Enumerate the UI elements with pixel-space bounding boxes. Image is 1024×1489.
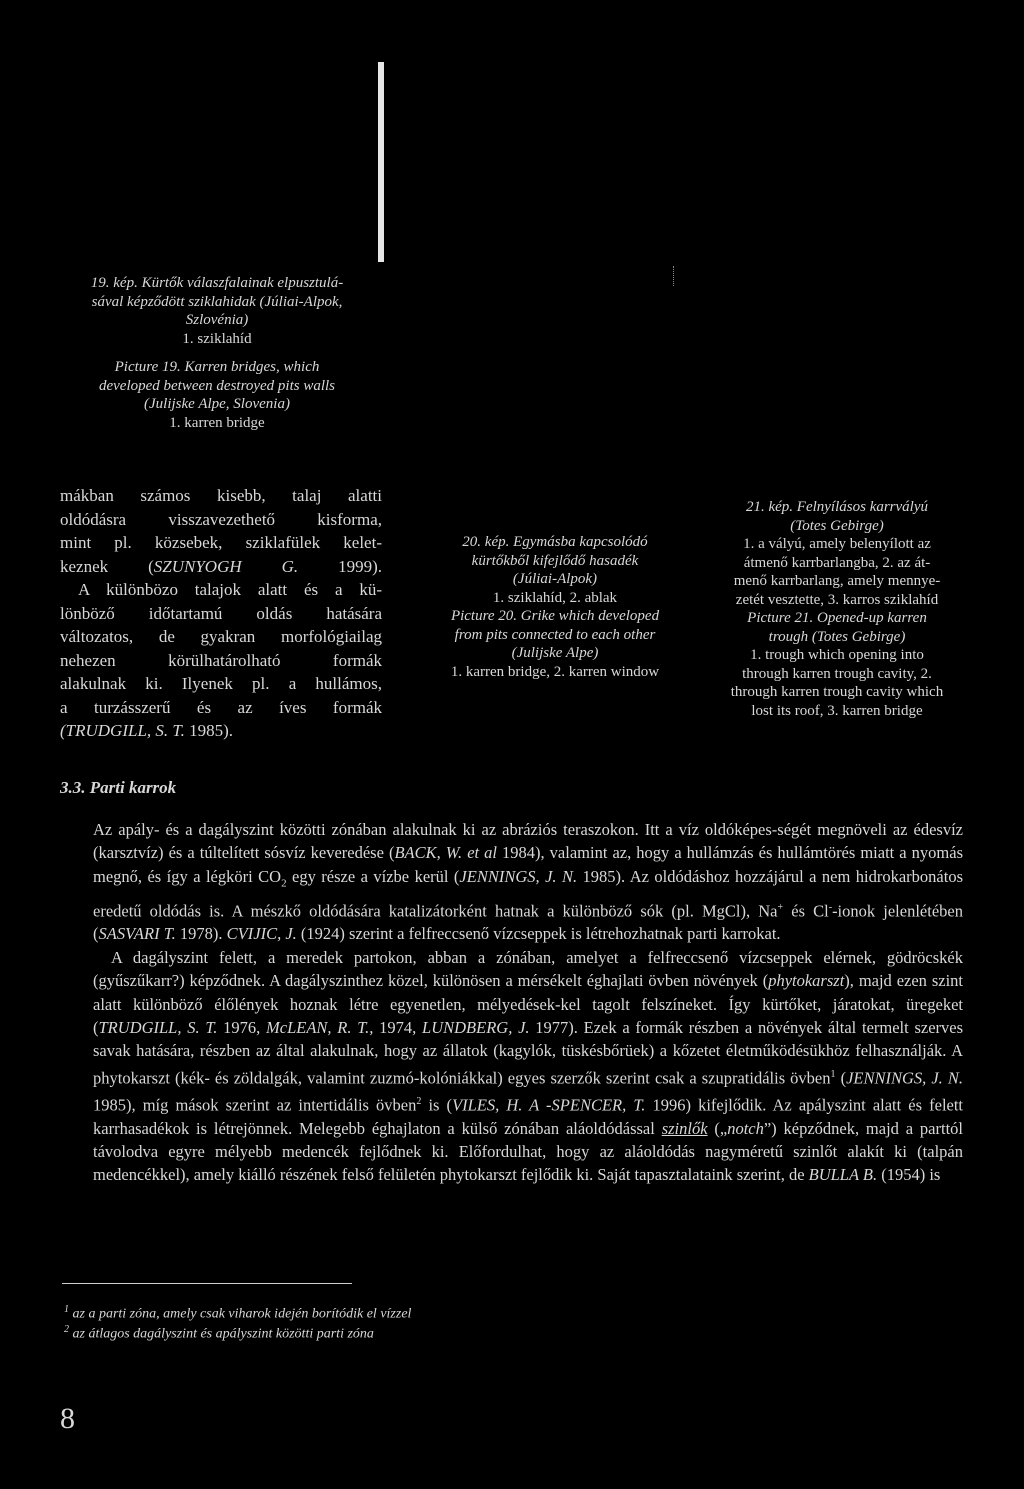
text-line: a turzásszerű és az íves formák <box>60 697 382 717</box>
caption-21-line: through karren trough cavity which <box>730 684 944 700</box>
caption-21-line: trough (Totes Gebirge) <box>768 628 906 645</box>
caption-21-line: menő karrbarlang, amely mennye- <box>733 573 941 589</box>
caption-21-line: átmenő karrbarlangba, 2. az át- <box>743 554 931 571</box>
caption-21-line: 21. kép. Felnyílásos karrvályú <box>745 499 929 515</box>
caption-20-line: 20. kép. Egymásba kapcsolódó <box>462 534 648 550</box>
caption-20-line: (Júliai-Alpok) <box>512 571 598 587</box>
image-edge-marks <box>673 266 675 286</box>
image-edge-strip <box>378 62 384 262</box>
footnote-text: az a parti zóna, amely csak viharok idején borítódik el vízzel <box>72 1306 412 1322</box>
caption-picture-19 <box>52 274 382 432</box>
caption-19-line: 1. sziklahíd <box>182 330 252 347</box>
footnote-text: az átlagos dagályszint és apályszint közötti parti zóna <box>72 1326 374 1342</box>
caption-19-line: Szlovénia) <box>185 312 249 328</box>
caption-21-line: 1. trough which opening into <box>750 647 924 663</box>
text-line: mákban számos kisebb, talaj alatti <box>60 486 382 505</box>
caption-20-line: Picture 20. Grike which developed <box>450 608 660 624</box>
caption-20-line: 1. karren bridge, 2. karren window <box>450 663 660 680</box>
footnote-2 <box>64 1320 374 1345</box>
paragraph-1: Az apály- és a dagályszint közötti zónában alakulnak ki az abráziós teraszokon. Itt a víz oldóképes-ségét megnöveli az édesvíz (karsztvíz) és a túltelített sósvíz keveredése (BACK, W. et al 1984), valamint az, hogy a hullámzás és hullámtörés miatt a nyomás megnő, és így a légköri $CO_2$ egy része a vízbe kerül (JENNINGS, J. N. 1985). Az oldódáshoz hozzájárul a nem hidrokarbonátos eredetű oldódás is. A mészkő oldódására katalizátorként hatnak a különböző sók (pl. MgCl), Na+ és Cl--ionok jelenlétében (SASVARI T. 1978). CVIJIC, J. (1924) szerint a felfreccsenő vízcseppek is létrehozhatnak parti karrokat. <box>93 820 963 944</box>
footnote-divider <box>62 1283 352 1284</box>
text-line: lönböző időtartamú oldás hatására <box>60 603 382 623</box>
paragraph-2: A dagályszint felett, a meredek partokon, abban a zónában, amelyet a felfreccsenő vízcseppek elérnek, gödröcskék (gyűszűkarr?) képződnek. A dagályszinthez közel, különösen a mérsékelt éghajlati övben növények (phytokarszt), majd ezen szint alatt különböző élőlények hoznak létre egyenetlen, mélyedések-kel tagolt felszíneket. Így kürtőket, járatokat, üregeket (TRUDGILL, S. T. 1976, McLEAN, R. T., 1974, LUNDBERG, J. 1977). Ezek a formák részben a növények által termelt szerves savak hatására, részben az által alakulnak, hogy az állatok (kagylók, tüskésbőrüek) a kőzetet életműködésükhöz felhasználják. A phytokarszt (kék- és zöldalgák, valamint zuzmó-kolóniákkal) egyes szerzők szerint csak a szupratidális övben$^1$ (JENNINGS, J. N. 1985), míg mások szerint az intertidális övben$^2$ is (VILES, H. A -SPENCER, T. 1996) kifejlődik. Az apályszint alatt és felett karrhasadékok is létrejönnek. Melegebb éghajlaton a külső zónában aláoldódással szinlők („notch”) képződnek, majd a parttól távolodva egyre mélyebb medencék fejlődnek ki. Előfordulhat, hogy az aláoldódás nagyméretű szinlőt alakít ki (talpán medencékkel), amely kiálló részének felső felületén phytokarszt fejlődik ki. Saját tapasztalataink szerint, de BULLA B. (1954) is <box>93 947 964 1185</box>
text-line: oldódásra visszavezethető kisforma, <box>60 509 382 529</box>
caption-19-line: Picture 19. Karren bridges, which <box>114 359 320 375</box>
caption-21-line: (Totes Gebirge) <box>790 517 884 534</box>
caption-21-line: Picture 21. Opened-up karren <box>747 610 927 626</box>
caption-20-line: (Julijske Alpe) <box>511 645 599 661</box>
caption-21-line: through karren trough cavity, 2. <box>742 665 932 682</box>
caption-picture-20 <box>400 533 710 681</box>
caption-20-line: 1. sziklahíd, 2. ablak <box>492 589 618 606</box>
page-number: 8 <box>60 1402 75 1435</box>
text-line: A különbözo talajok alatt és a kü- <box>78 580 382 599</box>
text-line: (TRUDGILL, S. T. 1985). <box>60 721 234 740</box>
caption-19-line: (Julijske Alpe, Slovenia) <box>144 396 290 412</box>
caption-19-line: 1. karren bridge <box>169 414 265 431</box>
caption-19-line: sával képződött sziklahidak (Júliai-Alpok, <box>91 293 343 310</box>
text-line: keznek (SZUNYOGH G. 1999). <box>60 556 382 576</box>
text-line: változatos, de gyakran morfológiailag <box>60 627 382 646</box>
caption-20-line: kürtőkből kifejlődő hasadék <box>471 552 639 569</box>
caption-20-line: from pits connected to each other <box>454 626 656 643</box>
footnote-mark: 1 <box>64 1304 69 1315</box>
caption-21-line: zetét vesztette, 3. karros sziklahíd <box>735 591 939 608</box>
text-line: nehezen körülhatárolható formák <box>60 650 382 670</box>
caption-picture-21 <box>696 498 978 720</box>
caption-21-line: 1. a vályú, amely belenyílott az <box>743 536 931 552</box>
body-text <box>93 818 963 1187</box>
caption-21-line: lost its roof, 3. karren bridge <box>751 702 923 719</box>
text-line: mint pl. közsebek, sziklafülek kelet- <box>60 533 382 552</box>
author-citation: SZUNYOGH G. <box>153 556 299 576</box>
text-line: alakulnak ki. Ilyenek pl. a hullámos, <box>60 674 382 693</box>
footnote-mark: 2 <box>64 1324 69 1335</box>
caption-19-line: 19. kép. Kürtők válaszfalainak elpusztulá- <box>90 275 344 291</box>
caption-19-line: developed between destroyed pits walls <box>98 377 336 394</box>
author-citation: (TRUDGILL, S. T. <box>60 721 185 740</box>
left-column-text <box>60 484 382 743</box>
section-heading: 3.3. Parti karrok <box>60 778 177 797</box>
